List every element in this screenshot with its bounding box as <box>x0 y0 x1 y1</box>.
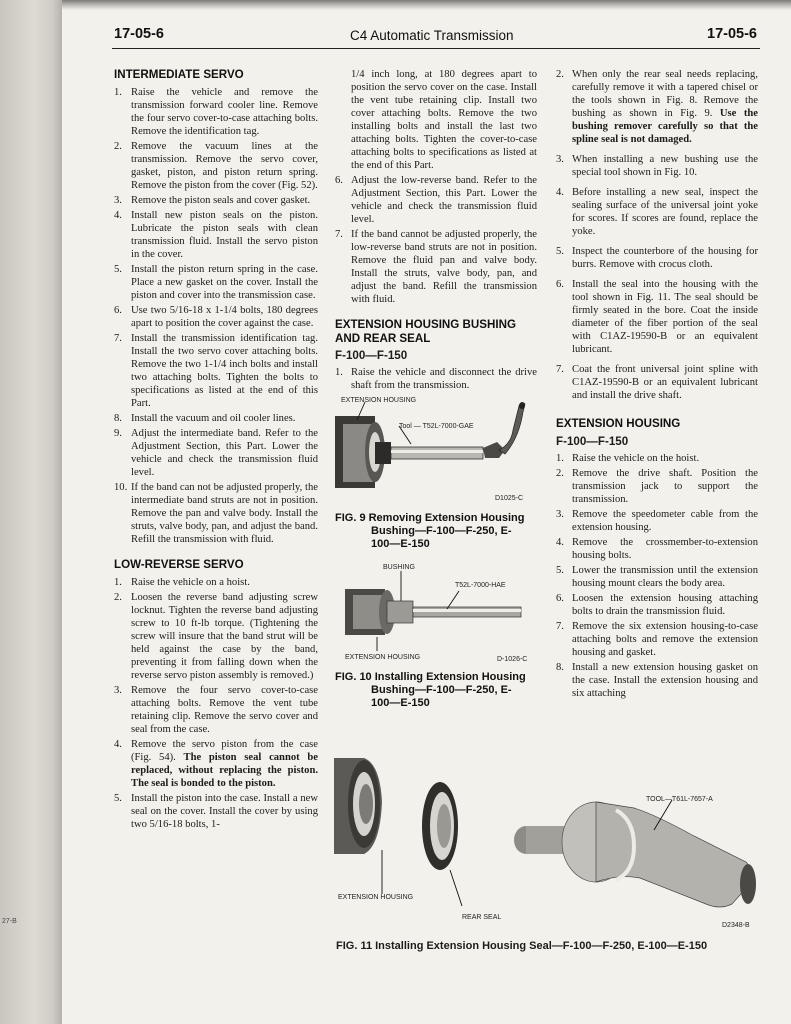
column-1 <box>114 68 318 833</box>
figure-11 <box>334 754 760 932</box>
section-heading-bushing: EXTENSION HOUSING BUSHING <box>335 318 517 331</box>
list-item: 3. Remove the speedometer cable from the extension housing. <box>556 509 758 533</box>
list-item: 10. If the band can not be adjusted properly, the intermediate band struts are not in position. Remove the pan and valve body. Install the struts, valve body, pan, and adjust the band. Refill the transmission with fluid. <box>114 482 318 545</box>
section-heading-intermediate-servo: INTERMEDIATE SERVO <box>114 68 244 81</box>
fig10-caption: FIG. 10 Installing Extension Housing Bushing—F-100—F-250, E- 100—E-150 <box>335 671 526 709</box>
list-item: 6. Use two 5/16-18 x 1-1/4 bolts, 180 degrees apart to position the cover against the case. <box>114 305 318 329</box>
list-item: 5. Install the piston return spring in the case. Place a new gasket on the cover. Install the piston and cover into the transmission case. <box>114 264 318 301</box>
fig9-label-tool: Tool — T52L-7000-GAE <box>399 423 474 430</box>
bushing-removal-illustration <box>335 398 537 506</box>
list-item: 5. Install the piston into the case. Install a new seal on the cover. Install the cover by using two 5/16-18 bolts, 1- <box>114 793 318 830</box>
list-item: 4. Install new piston seals on the piston. Lubricate the piston seals with clean transmission fluid. Install the servo piston in the cover. <box>114 210 318 260</box>
fig10-label-housing: EXTENSION HOUSING <box>345 654 421 661</box>
bushing-steps <box>335 366 537 392</box>
list-item: 1. Raise the vehicle and disconnect the drive shaft from the transmission. <box>335 367 537 391</box>
list-item: 1. Raise the vehicle on a hoist. <box>114 577 250 588</box>
list-item: 3. Remove the piston seals and cover gasket. <box>114 195 311 206</box>
fig11-caption: FIG. 11 Installing Extension Housing Seal—F-100—F-250, E-100—E-150 <box>336 940 708 952</box>
page-number-left: 17-05-6 <box>114 26 164 42</box>
bold-warning: The piston seal cannot be replaced, without replacing the piston. The seal is bonded to the piston. <box>131 752 318 789</box>
continuation-paragraph: 1/4 inch long, at 180 degrees apart to position the servo cover on the case. Install the vent tube retaining clip. Install two cover attaching bolts. Remove the two installing bolts and install the last two attaching bolts. Tighten the cover-to-case attaching bolts to specifications as listed at the end of this Part. <box>351 69 537 171</box>
bushing-install-illustration <box>335 563 537 663</box>
fig11-label-housing: EXTENSION HOUSING <box>338 894 414 901</box>
bushing-steps-cont <box>556 68 758 402</box>
list-item: 4. Remove the crossmember-to-extension housing bolts. <box>556 537 758 561</box>
low-reverse-servo-steps <box>114 576 318 831</box>
list-item: 2. Remove the vacuum lines at the transmission. Remove the servo cover, gasket, piston, and piston return spring. Remove the piston from the cover (Fig. 52). <box>114 141 318 191</box>
list-item: 8. Install the vacuum and oil cooler lines. <box>114 413 296 424</box>
page-binding-edge <box>0 0 62 1024</box>
section-heading-low-reverse-servo: LOW-REVERSE SERVO <box>114 558 244 571</box>
intermediate-servo-steps <box>114 86 318 546</box>
list-item: 7. Remove the six extension housing-to-case attaching bolts and remove the extension housing and gasket. <box>556 621 758 658</box>
list-item: 2. Remove the drive shaft. Position the transmission jack to support the transmission. <box>556 468 758 505</box>
scan-top-shadow <box>62 0 791 10</box>
fig11-label-tool: TOOL—T61L-7657-A <box>646 796 713 803</box>
model-subheading: F-100—F-150 <box>335 349 408 362</box>
seal-install-illustration <box>334 754 760 932</box>
fig10-label-tool: T52L-7000-HAE <box>455 582 506 589</box>
fig9-label-housing: EXTENSION HOUSING <box>341 397 417 404</box>
list-item: 8. Install a new extension housing gasket on the case. Install the extension housing and six attaching <box>556 662 758 699</box>
list-item: 9. Adjust the intermediate band. Refer to the Adjustment Section, this Part. Lower the vehicle and check the transmission fluid level. <box>114 428 318 478</box>
fig10-label-bushing: BUSHING <box>383 564 415 571</box>
figure-9 <box>335 398 537 506</box>
list-item: 5. Inspect the counterbore of the housing for burrs. Remove with crocus cloth. <box>556 246 758 270</box>
list-item: 7. Coat the front universal joint spline with C1AZ-19590-B or an equivalent lubricant and install the drive shaft. <box>556 364 758 401</box>
list-item: 3. When installing a new bushing use the special tool shown in Fig. 10. <box>556 154 758 178</box>
section-heading-bushing-2: AND REAR SEAL <box>335 332 431 345</box>
extension-housing-steps <box>556 452 758 700</box>
page-title: C4 Automatic Transmission <box>350 28 514 43</box>
list-item: 6. Loosen the extension housing attaching bolts to drain the transmission fluid. <box>556 593 758 617</box>
list-item: 1. Raise the vehicle on the hoist. <box>556 453 700 464</box>
model-subheading: F-100—F-150 <box>556 435 629 448</box>
column-2 <box>335 68 537 710</box>
low-reverse-servo-steps-cont <box>335 174 537 306</box>
fig11-label-seal: REAR SEAL <box>462 914 502 921</box>
bold-warning: Use the bushing remover carefully so that the spline seal is not damaged. <box>572 108 758 145</box>
list-item: 6. Install the seal into the housing with the tool shown in Fig. 11. The seal should be firmly seated in the bore. Coat the inside diameter of the fiber portion of the seal with C1AZ-19590-B or an equivalent lubricant. <box>556 279 758 355</box>
list-item: 2. Loosen the reverse band adjusting screw locknut. Tighten the reverse band adjusting screw to 10 ft-lb torque. (Tightening the screw will insure that the band strut will be held against the case by the band, preventing it from falling down when the reverse servo piston assembly is removed.) <box>114 592 318 681</box>
section-heading-extension-housing: EXTENSION HOUSING <box>556 417 681 430</box>
fig10-code: D-1026-C <box>497 656 528 663</box>
list-item: 4. Remove the servo piston from the case (Fig. 54). The piston seal cannot be replaced, without replacing the piston. The seal is bonded to the piston. <box>114 739 318 789</box>
margin-page-number: 27-B <box>2 918 17 925</box>
list-item: 2. When only the rear seal needs replacing, carefully remove it with a tapered chisel or the tools shown in Fig. 8. Remove the bushing as shown in Fig. 9. Use the bushing remover carefully so that the spline seal is not damaged. <box>556 69 758 145</box>
fig9-code: D1025-C <box>495 495 524 502</box>
list-item: 4. Before installing a new seal, inspect the sealing surface of the universal joint yoke for scores. If scores are found, replace the yoke. <box>556 187 758 237</box>
figure-10 <box>335 563 537 663</box>
list-item: 7. If the band cannot be adjusted properly, the low-reverse band struts are not in position. Remove the fluid pan and valve body. Install the struts, valve body, pan, and adjust the band. Refill the transmission with fluid. <box>335 229 537 305</box>
column-3 <box>556 68 758 702</box>
list-item: 7. Install the transmission identification tag. Install the two servo cover attaching bolts. Remove the two 1-1/4 inch bolts and install two attaching bolts. Tighten the bolts to specifications as listed at the end of this Part. <box>114 333 318 409</box>
list-item: 5. Lower the transmission until the extension housing mount clears the body area. <box>556 565 758 589</box>
list-item: 1. Raise the vehicle and remove the transmission forward cooler line. Remove the four servo cover-to-case attaching bolts. Remove the identification tag. <box>114 87 318 137</box>
list-item: 6. Adjust the low-reverse band. Refer to the Adjustment Section, this Part. Lower the vehicle and check the transmission fluid level. <box>335 175 537 225</box>
list-item: 3. Remove the four servo cover-to-case attaching bolts. Remove the vent tube retaining clip. Remove the servo cover and seal from the case. <box>114 685 318 735</box>
fig11-code: D2348-B <box>722 922 750 929</box>
page-number-right: 17-05-6 <box>707 26 757 42</box>
fig9-caption: FIG. 9 Removing Extension Housing Bushing—F-100—F-250, E- 100—E-150 <box>335 512 525 550</box>
header-rule <box>112 48 760 49</box>
